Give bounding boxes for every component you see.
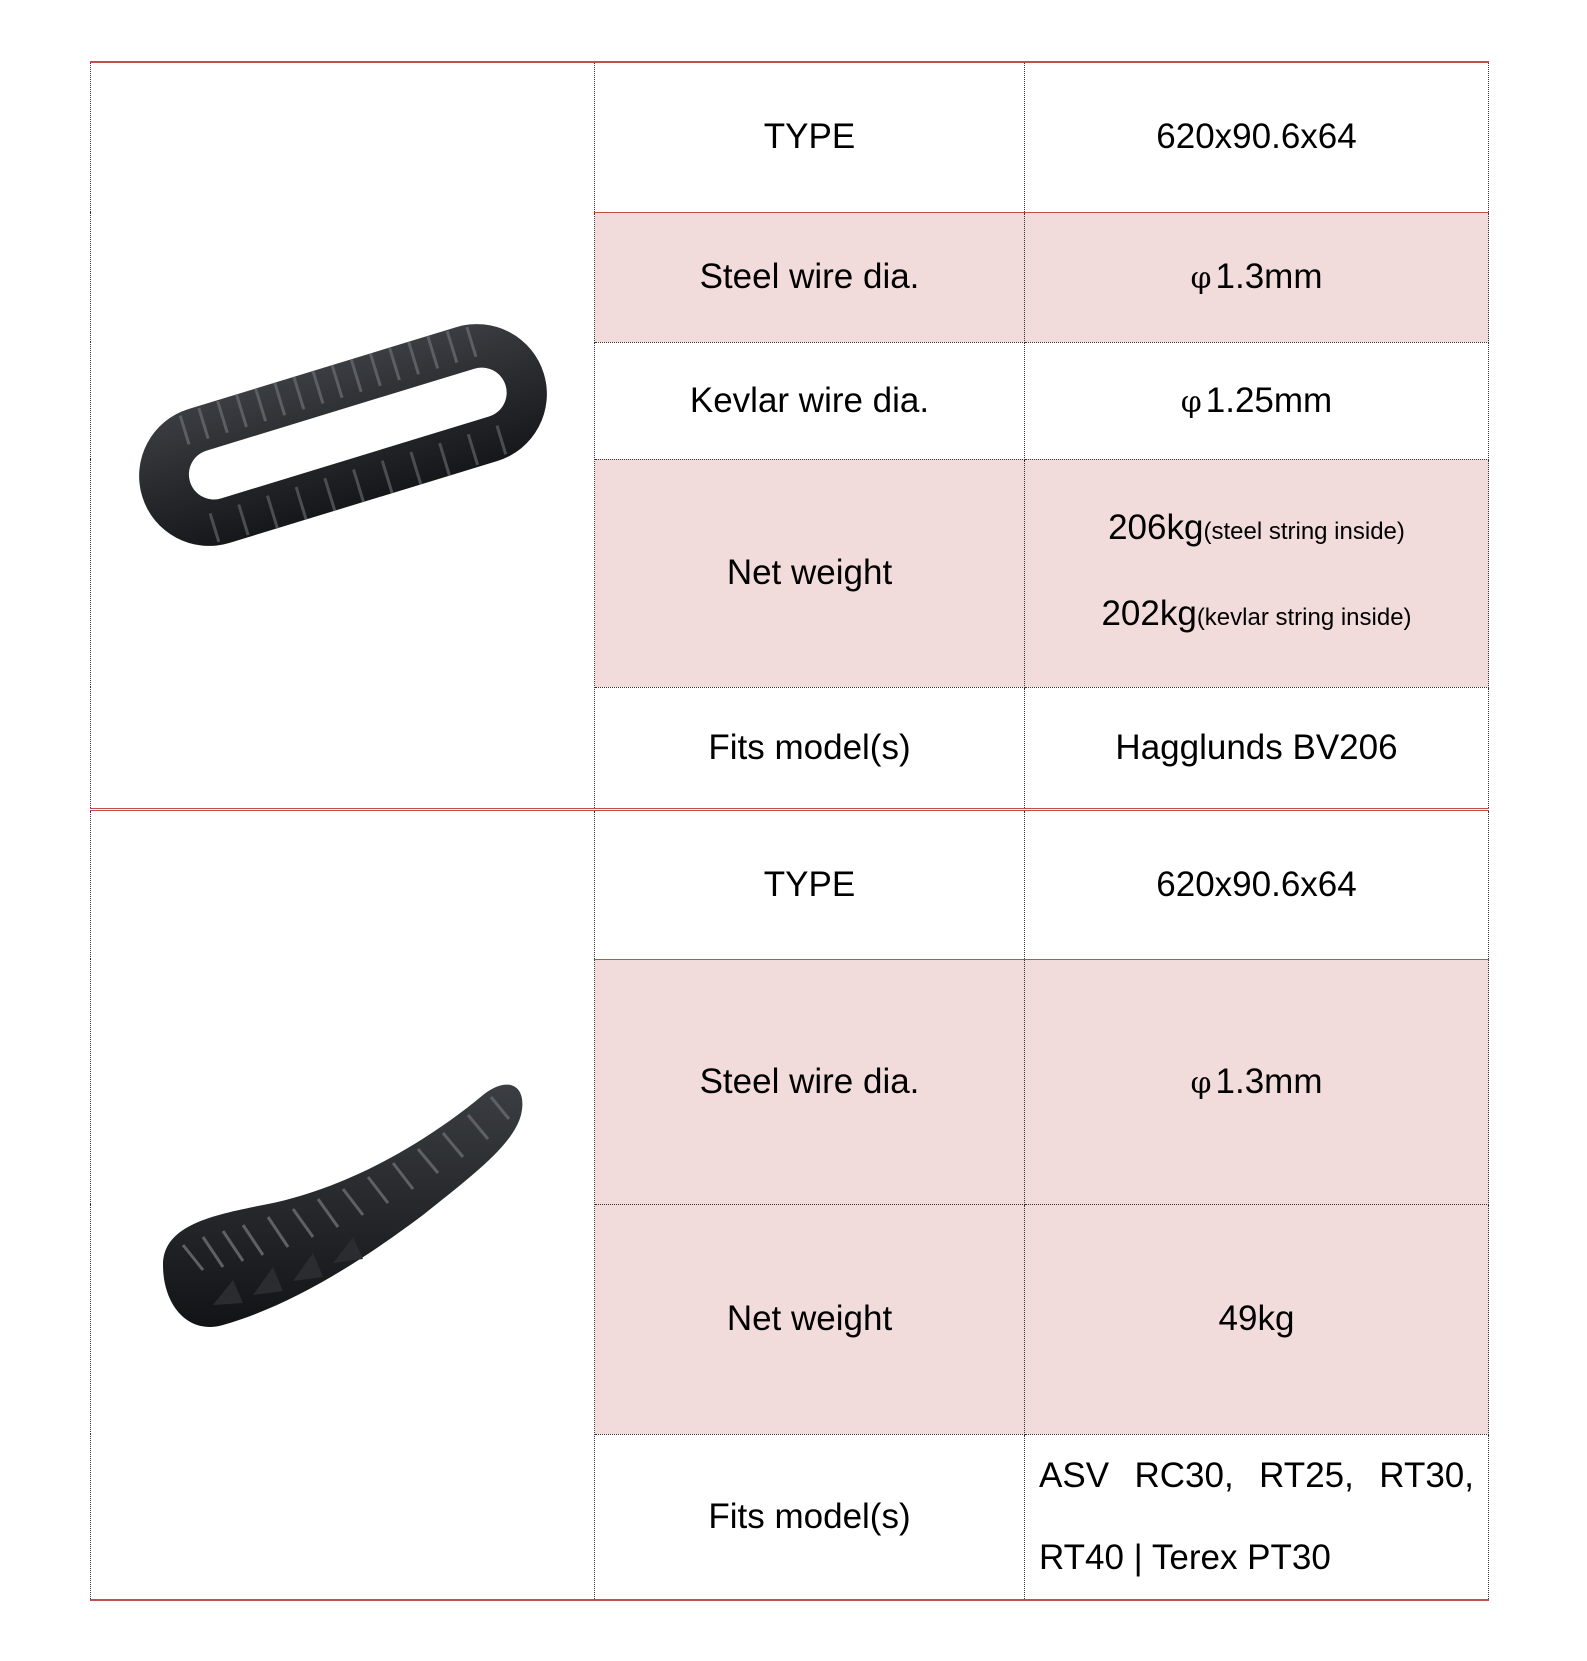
rubber-track-loop-icon (113, 295, 573, 575)
steel-wire-label: Steel wire dia. (595, 959, 1025, 1204)
steel-wire-number: 1.3mm (1215, 1061, 1323, 1101)
table-row (91, 809, 1489, 959)
steel-wire-number: 1.3mm (1215, 257, 1323, 296)
rubber-track-loop-icon (143, 1055, 543, 1355)
type-label: TYPE (595, 62, 1025, 212)
fits-line-2: RT40 | Terex PT30 (1039, 1537, 1331, 1577)
phi-symbol: φ (1190, 261, 1212, 296)
weight-line-2 (1029, 573, 1484, 659)
type-label: TYPE (595, 809, 1025, 959)
product-image-cell-1 (91, 62, 595, 809)
net-weight-label: Net weight (595, 459, 1025, 687)
weight-note: (steel string inside) (1203, 518, 1405, 545)
phi-symbol: φ (1180, 384, 1202, 420)
steel-wire-value (1025, 212, 1489, 342)
weight-line-1 (1029, 487, 1484, 573)
table-row (91, 62, 1489, 212)
steel-wire-value (1025, 959, 1489, 1204)
type-value: 620x90.6x64 (1025, 62, 1489, 212)
phi-symbol: φ (1190, 1065, 1212, 1101)
spec-table (90, 61, 1489, 1601)
fits-models-label: Fits model(s) (595, 687, 1025, 809)
product-image-cell-2 (91, 809, 595, 1600)
kevlar-wire-number: 1.25mm (1205, 380, 1333, 420)
fits-line-1: ASV RC30, RT25, RT30, (1039, 1455, 1474, 1495)
weight-main: 202kg (1101, 594, 1197, 633)
fits-models-value: Hagglunds BV206 (1025, 687, 1489, 809)
weight-note: (kevlar string inside) (1196, 604, 1412, 631)
fits-models-value (1025, 1434, 1489, 1600)
kevlar-wire-value (1025, 342, 1489, 459)
weight-main: 206kg (1108, 508, 1204, 547)
net-weight-value: 49kg (1025, 1204, 1489, 1434)
net-weight-label: Net weight (595, 1204, 1025, 1434)
fits-models-label: Fits model(s) (595, 1434, 1025, 1600)
type-value: 620x90.6x64 (1025, 809, 1489, 959)
kevlar-wire-label: Kevlar wire dia. (595, 342, 1025, 459)
steel-wire-label: Steel wire dia. (595, 212, 1025, 342)
net-weight-value (1025, 459, 1489, 687)
